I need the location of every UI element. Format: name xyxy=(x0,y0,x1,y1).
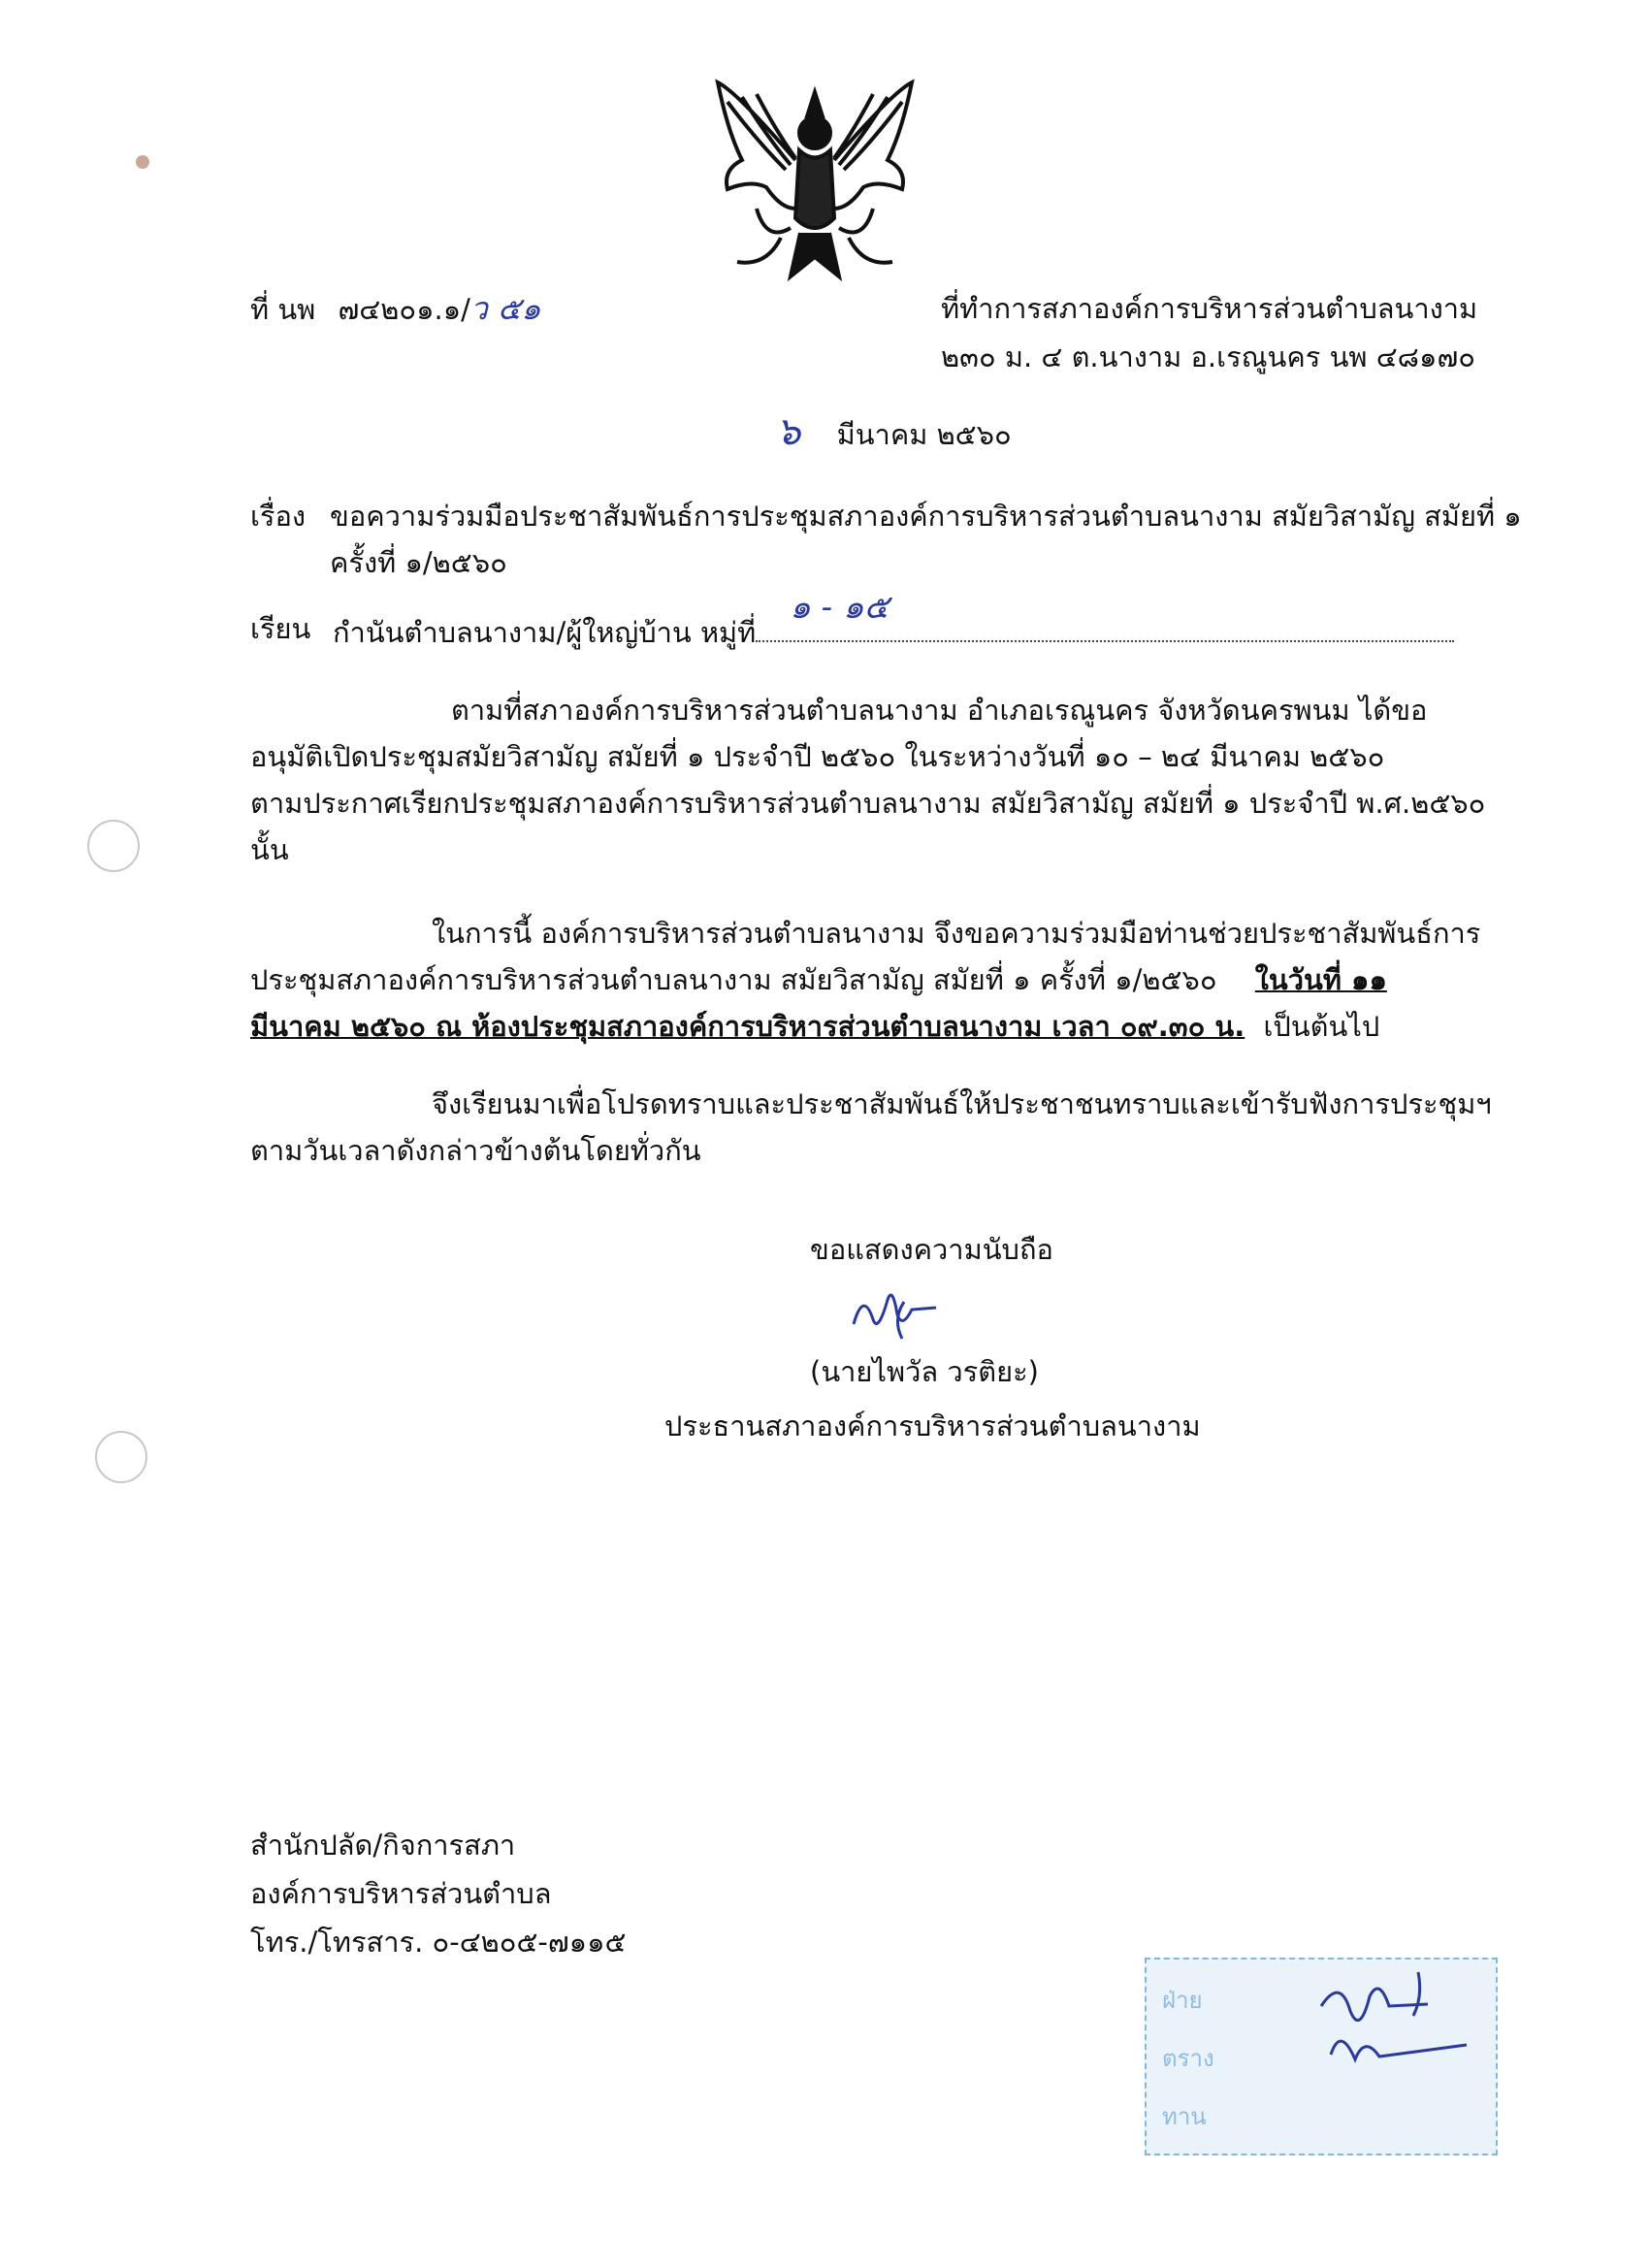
to-text: กำนันตำบลนางาม/ผู้ใหญ่บ้าน หมู่ที่ xyxy=(333,616,757,649)
signer-name: (นายไพวัล วรติยะ) xyxy=(810,1355,1039,1388)
para1-line-2: อนุมัติเปิดประชุมสมัยวิสามัญ สมัยที่ ๑ ประจำปี ๒๕๖๐ ในระหว่างวันที่ ๑๐ – ๒๔ มีนาคม ๒๕๖๐ xyxy=(250,740,1385,773)
para1-line-4: นั้น xyxy=(250,833,289,866)
to-label: เรียน xyxy=(250,612,311,645)
subject-label: เรื่อง xyxy=(250,500,307,533)
para1-line-3: ตามประกาศเรียกประชุมสภาองค์การบริหารส่วนตำบลนางาม สมัยวิสามัญ สมัยที่ ๑ ประจำปี พ.ศ.๒๕๖๐ xyxy=(250,787,1486,820)
garuda-emblem-icon xyxy=(698,73,931,291)
stamp-row-1: ฝ่าย xyxy=(1162,1987,1203,2014)
office-line-2: ๒๓๐ ม. ๔ ต.นางาม อ.เรณูนคร นพ ๔๘๑๗๐ xyxy=(941,340,1475,373)
stamp-signature-icon xyxy=(1311,1967,1486,2074)
subject-line-2: ครั้งที่ ๑/๒๕๖๐ xyxy=(330,546,507,579)
stamp-row-3: ทาน xyxy=(1162,2103,1207,2130)
signature-icon xyxy=(844,1280,951,1348)
closing: ขอแสดงความนับถือ xyxy=(810,1233,1053,1266)
date-month-year: มีนาคม ๒๕๖๐ xyxy=(836,418,1012,451)
para2-line-2-plain: ประชุมสภาองค์การบริหารส่วนตำบลนางาม สมัยวิสามัญ สมัยที่ ๑ ครั้งที่ ๑/๒๕๖๐ xyxy=(250,963,1217,996)
footer-line-3: โทร./โทรสาร. ๐-๔๒๐๕-๗๑๑๕ xyxy=(250,1926,627,1959)
subject-line-1: ขอความร่วมมือประชาสัมพันธ์การประชุมสภาองค์การบริหารส่วนตำบลนางาม สมัยวิสามัญ สมัยที่ ๑ xyxy=(330,500,1522,533)
paper-mark xyxy=(136,155,149,169)
para3-line-2: ตามวันเวลาดังกล่าวข้างต้นโดยทั่วกัน xyxy=(250,1134,701,1167)
to-line xyxy=(333,588,1454,652)
date-day-handwritten: ๖ xyxy=(776,409,801,454)
date-line xyxy=(776,409,1012,454)
para1-line-1: ตามที่สภาองค์การบริหารส่วนตำบลนางาม อำเภอเรณูนคร จังหวัดนครพนม ได้ขอ xyxy=(451,694,1428,727)
doc-number-label: ที่ นพ xyxy=(250,293,316,326)
para2-line-3 xyxy=(250,1007,1379,1046)
footer-line-2: องค์การบริหารส่วนตำบล xyxy=(250,1877,552,1910)
para3-line-1: จึงเรียนมาเพื่อโปรดทราบและประชาสัมพันธ์ให้ประชาชนทราบและเข้ารับฟังการประชุมฯ xyxy=(432,1087,1492,1120)
footer-line-1: สำนักปลัด/กิจการสภา xyxy=(250,1829,516,1862)
stamp-row-2: ตราง xyxy=(1162,2045,1214,2072)
para2-line-3-plain: เป็นต้นไป xyxy=(1263,1010,1380,1043)
para2-line-3-bold: มีนาคม ๒๕๖๐ ณ ห้องประชุมสภาองค์การบริหารส่วนตำบลนางาม เวลา ๐๙.๓๐ น. xyxy=(250,1010,1245,1043)
office-line-1: ที่ทำการสภาองค์การบริหารส่วนตำบลนางาม xyxy=(941,292,1478,325)
doc-number-handwritten: ว ๕๑ xyxy=(469,290,541,327)
para2-line-2-bold: ในวันที่ ๑๑ xyxy=(1254,963,1387,996)
signer-title: ประธานสภาองค์การบริหารส่วนตำบลนางาม xyxy=(664,1409,1201,1442)
para2-line-1: ในการนี้ องค์การบริหารส่วนตำบลนางาม จึงขอความร่วมมือท่านช่วยประชาสัมพันธ์การ xyxy=(432,917,1481,950)
punch-hole-bottom xyxy=(95,1431,147,1483)
to-handwritten: ๑ - ๑๕ xyxy=(790,588,889,627)
punch-hole-top xyxy=(87,820,140,872)
receipt-stamp xyxy=(1145,1958,1498,2155)
para2-line-2 xyxy=(250,960,1387,999)
doc-number-value: ๗๔๒๐๑.๑/ xyxy=(338,293,470,326)
doc-number xyxy=(250,289,541,329)
